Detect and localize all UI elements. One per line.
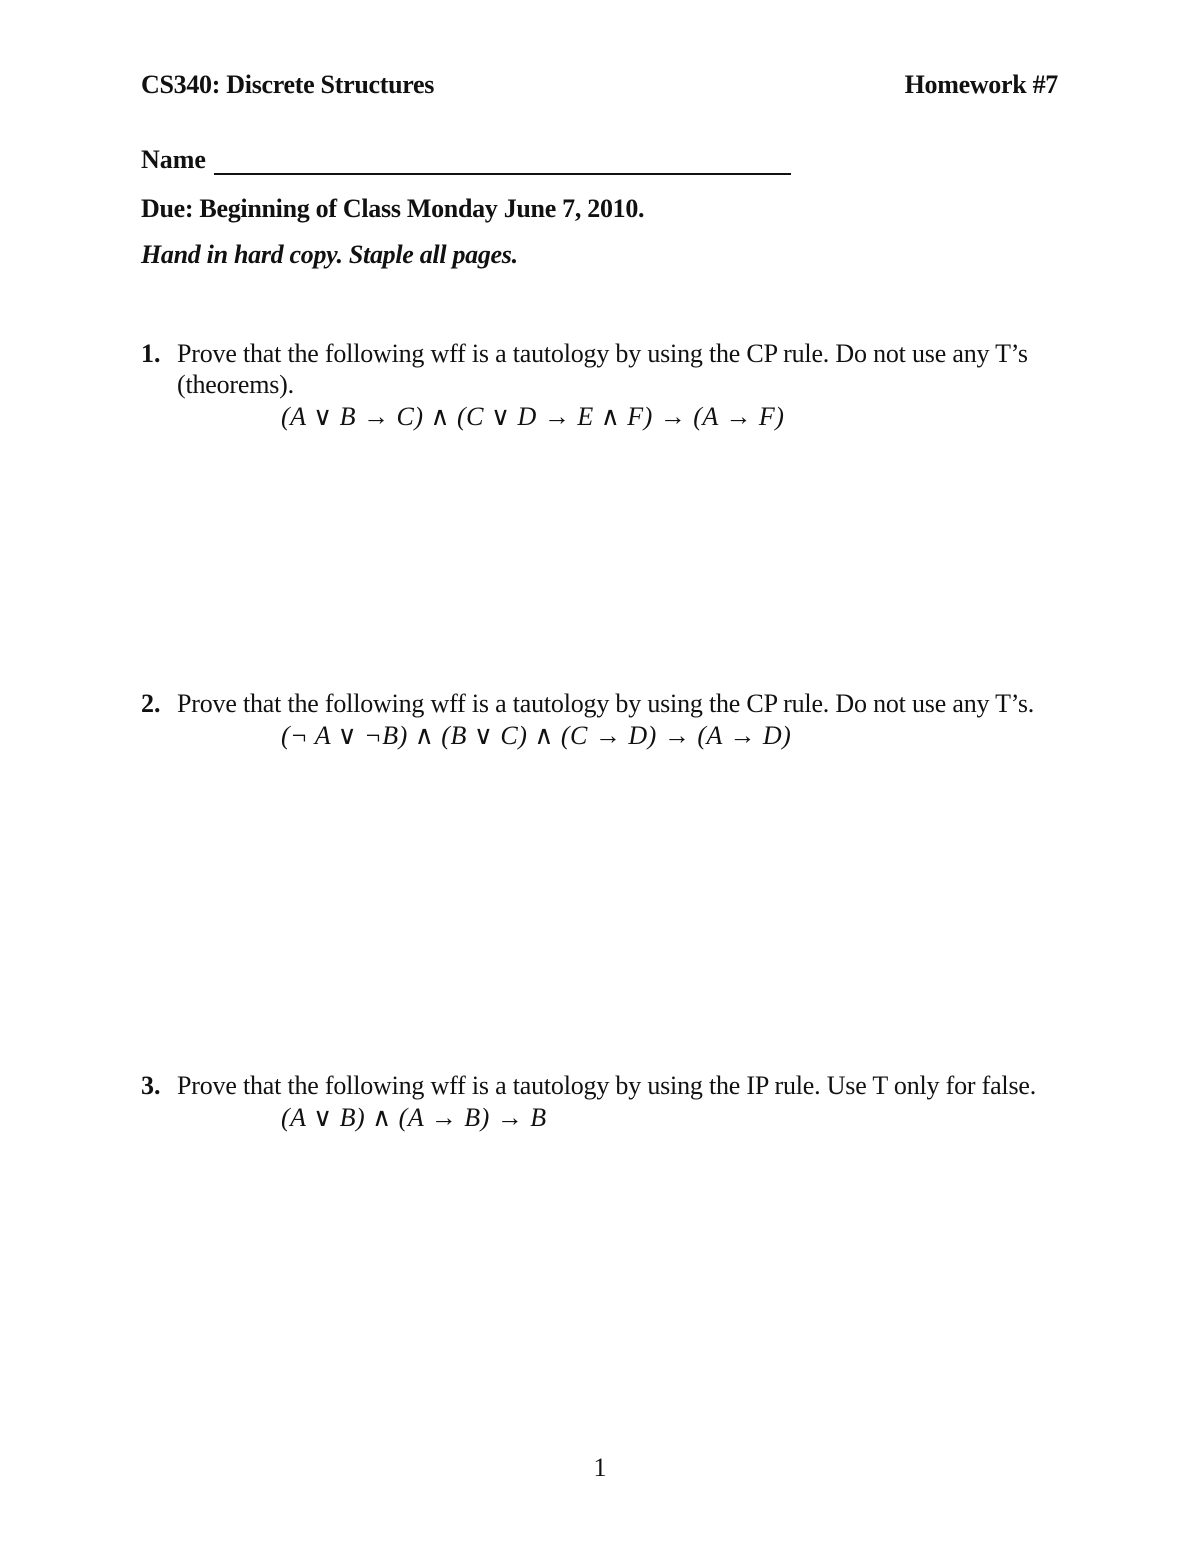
problem-text: Prove that the following wff is a tautology by using the CP rule. Do not use any T’s. [177,689,1035,718]
course-title: CS340: Discrete Structures [141,70,435,99]
problem-formula: (A ∨ B) ∧ (A → B) → B [281,1103,547,1132]
submission-instructions: Hand in hard copy. Staple all pages. [141,240,518,269]
problem-number: 3. [141,1071,161,1100]
problem-1 [141,338,1061,432]
name-label: Name [141,145,206,174]
assignment-title: Homework #7 [904,70,1058,99]
problem-text: Prove that the following wff is a tautology by using the CP rule. Do not use any T’s (theorems). [177,339,1028,399]
problem-3 [141,1070,1061,1133]
problem-formula: (¬ A ∨ ¬B) ∧ (B ∨ C) ∧ (C → D) → (A → D) [281,721,792,750]
problem-number: 1. [141,339,161,368]
due-date: Due: Beginning of Class Monday June 7, 2010. [141,194,645,223]
problem-formula: (A ∨ B → C) ∧ (C ∨ D → E ∧ F) → (A → F) [281,402,785,431]
problem-number: 2. [141,689,161,718]
problem-2 [141,688,1061,751]
name-blank-line[interactable] [214,145,791,175]
problem-text: Prove that the following wff is a tautology by using the IP rule. Use T only for false. [177,1071,1037,1100]
page-number: 1 [593,1453,607,1482]
name-row [141,145,791,175]
